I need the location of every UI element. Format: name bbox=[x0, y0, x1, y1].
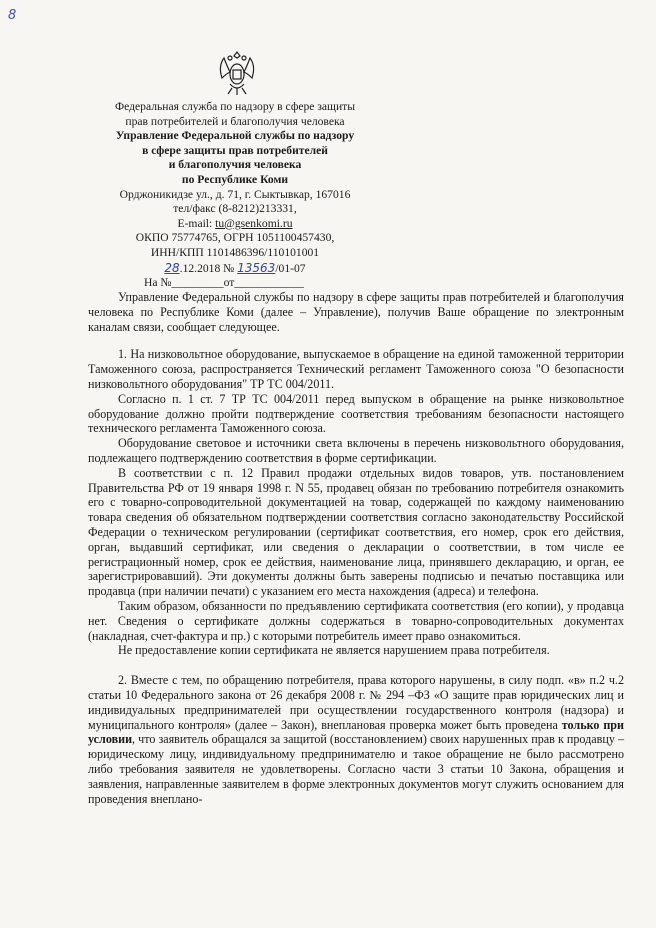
office-name-line-2: в сфере защиты прав потребителей bbox=[142, 143, 328, 157]
paragraph-7 bbox=[88, 673, 624, 806]
paragraph-7-end: , что заявитель обращался за защитой (восстановлением) своих нарушенных прав к продавцу – юридическому лицу, индивидуальному предпринимателю и такое обращение не было рассмотрено либо требования заявителя не удовлетворены. Согласно части 3 статьи 10 Закона, обращения и заявления, направленные заявителем в форме электронных документов могут служить основанием для проведения внеплано- bbox=[88, 732, 624, 806]
inn-kpp: ИНН/КПП 1101486396/110101001 bbox=[150, 245, 320, 259]
page-number-mark: 8 bbox=[8, 8, 17, 23]
paragraph-7-start: 2. Вместе с тем, по обращению потребителя, права которого нарушены, в силу подп. «в» п.2 ч.2 статьи 10 Федерального закона от 26 декабря 2008 г. № 294 –ФЗ «О защите прав юридических лиц и индивидуальных предпринимателей при осуществлении государственного контроля (надзора) и муниципального контроля» (далее – Закон), внеплановая проверка может быть проведена bbox=[88, 673, 624, 732]
reply-reference-line: На №_________от____________ bbox=[144, 276, 304, 290]
coat-of-arms-emblem bbox=[214, 48, 260, 98]
office-name-line-1: Управление Федеральной службы по надзору bbox=[115, 129, 355, 143]
email-address: tu@gsenkomi.ru bbox=[215, 216, 293, 230]
sender-header bbox=[104, 100, 366, 291]
paragraph-4: В соответствии с п. 12 Правил продажи отдельных видов товаров, утв. постановлением Правительства РФ от 19 января 1998 г. N 55, продавец обязан по требованию потребителя ознакомить его с товарно-сопроводительной документацией на товар, содержащей по каждому наименованию товара сведения об обязательном подтверждении соответствия согласно законодательству Российской Федерации о техническом регулировании (сертификат соответствия, его номер, срок его действия, орган, выдавший сертификат, или сведения о декларации о соответствии, в том числе ее регистрационный номер, срок ее действия, наименование лица, принявшего декларацию, и орган, ее зарегистрировавший). Эти документы должны быть заверены подписью и печатью поставщика или продавца (при наличии печати) с указанием его места нахождения (адреса) и телефона. bbox=[88, 465, 624, 599]
okpo-ogrn: ОКПО 75774765, ОГРН 1051100457430, bbox=[135, 231, 335, 245]
postal-address: Орджоникидзе ул., д. 71, г. Сыктывкар, 167016 bbox=[119, 187, 351, 201]
handwritten-date: 28 bbox=[164, 260, 180, 275]
paragraph-6: Не предоставление копии сертификата не является нарушением права потребителя. bbox=[118, 643, 550, 658]
letter-body bbox=[88, 290, 624, 806]
phone-fax: тел/факс (8-8212)213331, bbox=[173, 202, 297, 216]
intro-paragraph: Управление Федеральной службы по надзору в сфере защиты прав потребителей и благополучия человека по Республике Коми (далее – Управление), получив Ваше обращение по электронным каналам связи, сообщает следующее. bbox=[88, 290, 624, 334]
registration-line bbox=[104, 261, 366, 277]
email-line bbox=[104, 217, 366, 232]
handwritten-number: 13563 bbox=[237, 260, 276, 275]
paragraph-3: Оборудование световое и источники света включены в перечень низковольтного оборудования, подлежащего подтверждению соответствия в форме сертификации. bbox=[88, 436, 624, 465]
paragraph-2: Согласно п. 1 ст. 7 ТР ТС 004/2011 перед выпуском в обращение на рынке низковольтное оборудование должно пройти подтверждение соответствия требованиям безопасности настоящего технического регламента Таможенного союза. bbox=[88, 391, 624, 436]
office-name-line-4: по Республике Коми bbox=[181, 172, 289, 186]
paragraph-7-emphasis: только при условии bbox=[88, 717, 625, 747]
date-printed: .12.2018 № bbox=[179, 261, 235, 275]
paragraph-5: Таким образом, обязанности по предъявлению сертификата соответствия (его копии), у продавца нет. Сведения о сертификате должны содержаться в товарно-сопроводительных документах (накладная, счет-фактура и пр.) с которыми потребитель имеет право ознакомиться. bbox=[88, 598, 624, 643]
office-name-line-3: и благополучия человека bbox=[168, 158, 302, 172]
number-suffix: /01-07 bbox=[275, 261, 306, 275]
agency-line-1: Федеральная служба по надзору в сфере защиты bbox=[114, 100, 356, 113]
agency-line-2: прав потребителей и благополучия человека bbox=[125, 114, 345, 128]
email-label: E-mail: bbox=[177, 216, 216, 230]
paragraph-1: 1. На низковольтное оборудование, выпускаемое в обращение на единой таможенной территории Таможенного союза, распространяется Технический регламент Таможенного союза "О безопасности низковольтного оборудования" ТР ТС 004/2011. bbox=[88, 347, 624, 391]
